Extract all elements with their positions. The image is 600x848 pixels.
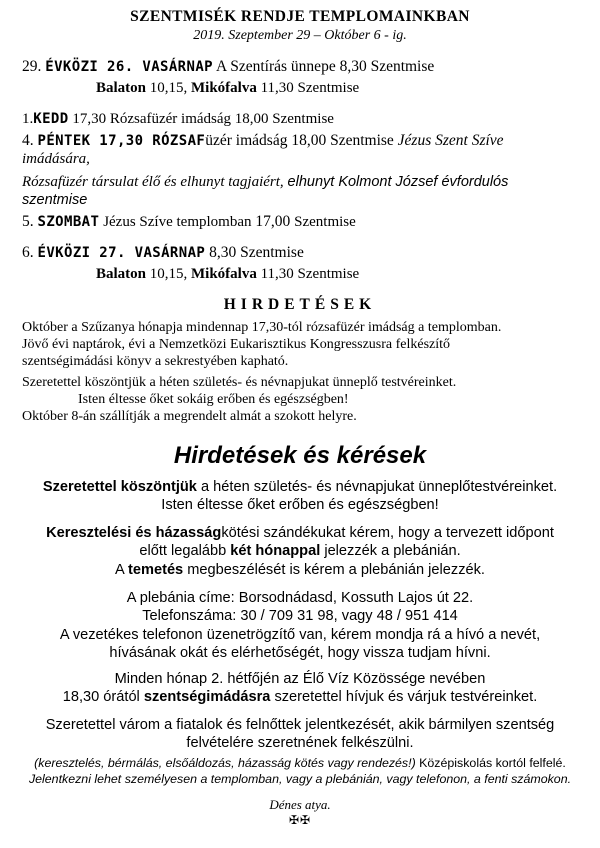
voicemail-line2: hívásának okát és elérhetőségét, hogy vissza tudjam hívni. [109, 645, 491, 662]
address-line: A plebánia címe: Borsodnádasd, Kossuth Lajos út 22. [126, 590, 474, 606]
adoration-line2-a: 18,30 órától [62, 689, 144, 706]
day-number: 29. [22, 58, 42, 75]
announcement-line: Jövő évi naptárok, évi a Nemzetközi Eukarisztikus Kongresszusra felkészítő [22, 337, 451, 352]
preparation-line2: felvételére szeretnének felkészülni. [186, 735, 414, 752]
schedule-tuesday [22, 110, 334, 129]
sacraments-line2-bold: két hónappal [230, 543, 321, 560]
day-name: PÉNTEK 17,30 RÓZSAF [37, 133, 206, 149]
day-number: 5. [22, 213, 34, 230]
preparation-line1: Szeretettel várom a fiatalok és felnőttek jelentkezését, akik bármilyen szentség [45, 717, 555, 733]
sacraments-line2 [0, 542, 600, 560]
sacraments-bold: Keresztelési és házasság [46, 525, 222, 541]
schedule-friday-line4: szentmise [22, 192, 88, 208]
page-title: SZENTMISÉK RENDJE TEMPLOMAINKBAN [130, 8, 470, 25]
time-mikofalva: 11,30 Szentmise [260, 80, 360, 96]
sacrament-list: (keresztelés, bérmálás, elsőáldozás, házasság kötés vagy rendezés!) [34, 756, 416, 770]
date-range: 2019. Szeptember 29 – Október 6 - ig. [193, 28, 407, 43]
day-name: SZOMBAT [37, 214, 100, 230]
intention-society: Rózsafüzér társulat élő és elhunyt tagjaiért, [22, 174, 284, 190]
greeting-paragraph [0, 478, 600, 515]
signature: Dénes atya. [269, 797, 331, 812]
announcement-line: Szeretettel köszöntjük a héten születés- és névnapjukat ünneplő testvéreinket. [22, 375, 457, 390]
schedule-sunday-26 [22, 57, 434, 77]
intention: Jézus Szent Szíve [397, 132, 504, 149]
adoration-line2-c: szeretettel hívjuk és várjuk testvéreinket. [270, 689, 538, 706]
day-details: 8,30 Szentmise [209, 244, 304, 261]
adoration-paragraph [0, 670, 600, 707]
day-number: 1. [22, 111, 34, 127]
sacraments-rest: kötési szándékukat kérem, hogy a tervezett időpont [221, 525, 554, 541]
adoration-line2-bold: szentségimádásra [143, 689, 271, 706]
funeral-line-c: megbeszélését is kérem a plebánián jelezzék. [183, 561, 485, 578]
funeral-line [0, 561, 600, 579]
phone-line: Telefonszáma: 30 / 709 31 98, vagy 48 / 951 414 [142, 608, 458, 625]
funeral-line-bold: temetés [128, 561, 184, 578]
age-note: Középiskolás kortól felfelé. [415, 756, 566, 770]
schedule-friday-line2: imádására, [22, 151, 90, 167]
day-place: Jézus Szíve templomban [103, 214, 252, 230]
adoration-line2 [0, 688, 600, 706]
schedule-sunday-26-branches [96, 79, 359, 98]
sacraments-paragraph [0, 524, 600, 579]
announcement-line: Október 8-án szállítják a megrendelt almát a szokott helyre. [22, 409, 357, 424]
intention-memorial: elhunyt Kolmont József évfordulós [287, 174, 509, 190]
day-name: KEDD [33, 111, 69, 127]
day-time: 17,00 [255, 213, 291, 230]
place-balaton: Balaton [96, 266, 147, 282]
day-details: üzér imádság 18,00 Szentmise [205, 132, 394, 149]
announcements-heading: HIRDETÉSEK [223, 296, 377, 313]
announcement-line: Október a Szűzanya hónapja mindennap 17,30-tól rózsafüzér imádság a templomban. [22, 320, 502, 335]
place-mikofalva: Mikófalva [191, 80, 257, 96]
time-balaton: 10,15, [149, 80, 188, 96]
sacraments-line2-c: jelezzék a plebánián. [320, 543, 461, 560]
greeting-rest: a héten születés- és névnapjukat ünneplőtestvéreinket. [196, 479, 558, 495]
greeting-bold: Szeretettel köszöntjük [42, 479, 197, 495]
greeting-line1 [0, 478, 600, 496]
schedule-sunday-27 [22, 243, 304, 263]
requests-heading: Hirdetések és kérések [173, 442, 427, 469]
time-mikofalva: 11,30 Szentmise [260, 266, 360, 282]
day-name: ÉVKÖZI 27. VASÁRNAP [37, 245, 206, 261]
cross-icon: ✠✠ [288, 813, 312, 827]
day-name: ÉVKÖZI 26. VASÁRNAP [45, 59, 213, 75]
day-mass: Szentmise [294, 214, 356, 230]
schedule-sunday-27-branches [96, 265, 359, 284]
preparation-paragraph [0, 716, 600, 753]
preparation-line4: Jelentkezni lehet személyesen a templomban, vagy a plebánián, vagy telefonon, a fenti számokon. [28, 772, 572, 786]
announcement-line: szentségimádási könyv a sekrestyében kapható. [22, 354, 289, 369]
announcement-line: Isten éltesse őket sokáig erőben és egészségben! [78, 392, 349, 407]
funeral-line-a: A [115, 561, 129, 578]
contact-paragraph [0, 589, 600, 663]
schedule-saturday [22, 212, 356, 232]
preparation-line3 [0, 755, 600, 771]
adoration-line1: Minden hónap 2. hétfőjén az Élő Víz Közössége nevében [114, 671, 486, 687]
greeting-line2: Isten éltesse őket erőben és egészségben! [161, 497, 439, 514]
day-number: 6. [22, 244, 34, 261]
day-details: 17,30 Rózsafüzér imádság 18,00 Szentmise [72, 111, 334, 127]
schedule-friday-line3 [22, 172, 508, 192]
day-details: A Szentírás ünnepe 8,30 Szentmise [216, 58, 435, 75]
time-balaton: 10,15, [149, 266, 188, 282]
place-mikofalva: Mikófalva [191, 266, 257, 282]
sacraments-line2-a: előtt legalább [139, 543, 231, 560]
voicemail-line: A vezetékes telefonon üzenetrögzítő van, kérem mondja rá a hívó a nevét, [59, 626, 541, 643]
sacraments-line1 [0, 524, 600, 542]
schedule-friday [22, 131, 582, 151]
place-balaton: Balaton [96, 80, 147, 96]
day-number: 4. [22, 132, 34, 149]
